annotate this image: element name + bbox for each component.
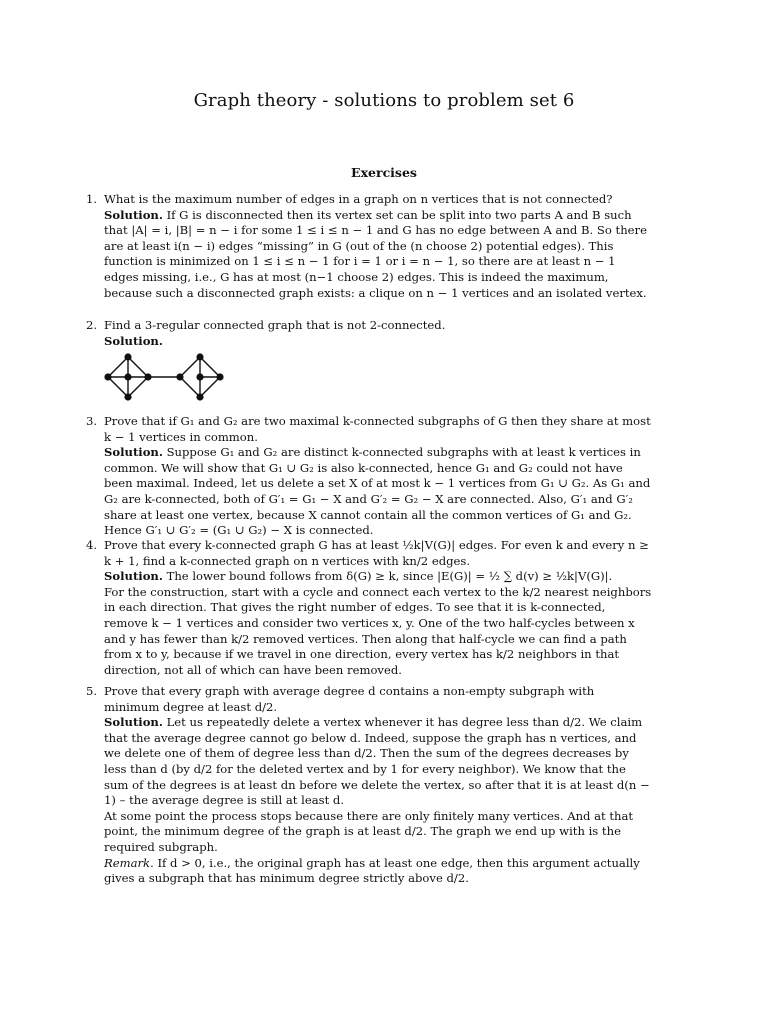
edge [108, 377, 128, 397]
problem-3 [86, 414, 652, 539]
edge [180, 377, 200, 397]
solution-label: Solution. [104, 569, 163, 584]
remark-text: If d > 0, i.e., the original graph has at least one edge, then this argument actually gives a subgraph that has minimum degree strictly above d/2. [104, 855, 640, 886]
problem-5 [86, 684, 652, 887]
problem-question: Prove that if G₁ and G₂ are two maximal k-connected subgraphs of G then they share at most k − 1 vertices in common. [104, 414, 651, 444]
problem-question: Find a 3-regular connected graph that is not 2-connected. [104, 318, 446, 332]
remark-paragraph [104, 856, 652, 887]
problem-solution [104, 208, 652, 302]
problem-1 [86, 192, 652, 301]
edge [108, 357, 128, 377]
problem-solution [104, 445, 652, 539]
vertex [124, 394, 131, 401]
problem-number: 5. [86, 684, 98, 698]
vertex [196, 374, 203, 381]
page-title: Graph theory - solutions to problem set 6 [193, 90, 575, 111]
problem-4 [86, 538, 652, 678]
edge [200, 377, 220, 397]
vertex [196, 354, 203, 361]
problem-number: 2. [86, 318, 98, 332]
edge [180, 357, 200, 377]
problem-2 [86, 318, 652, 405]
vertex [216, 374, 223, 381]
vertex [176, 374, 183, 381]
solution-label: Solution. [104, 715, 163, 730]
solution-text: If G is disconnected then its vertex set can be split into two parts A and B such that |A| = i, |B| = n − i for some 1 ≤ i ≤ n − 1 and G has no edge between A and B. So there are at least i(n − i) edges “missing” in G (out of the (n choose 2) potential edges). This function is minimized on 1 ≤ i ≤ n − 1 for i = 1 or i = n − 1, so there are at least n − 1 edges missing, i.e., G has at most (n−1 choose 2) edges. This is indeed the maximum, because such a disconnected graph exists: a clique on n − 1 vertices and an isolated vertex. [104, 207, 647, 300]
problem-number: 4. [86, 538, 98, 552]
problem-question: Prove that every k-connected graph G has at least ½k|V(G)| edges. For even k and every n ≥ k + 1, find a k-connected graph on n vertices with kn/2 edges. [104, 538, 649, 568]
vertex [196, 394, 203, 401]
section-heading: Exercises [351, 165, 417, 180]
problem-question: What is the maximum number of edges in a graph on n vertices that is not connected? [104, 192, 613, 206]
vertex [124, 374, 131, 381]
problem-solution [104, 715, 652, 809]
edge [128, 357, 148, 377]
construction-text: For the construction, start with a cycle and connect each vertex to the k/2 nearest neighbors in each direction. That gives the right number of edges. To see that it is k-connected, remove k − 1 vertices and consider two vertices x, y. One of the two half-cycles between x and y has fewer than k/2 removed vertices. Then along that half-cycle we can find a path from x to y, because if we travel in one direction, every vertex has k/2 neighbors in that direction, not all of which can have been removed. [104, 584, 652, 677]
graph-figure [104, 353, 244, 405]
solution-text: Suppose G₁ and G₂ are distinct k-connected subgraphs with at least k vertices in common. We will show that G₁ ∪ G₂ is also k-connected, hence G₁ and G₂ could not have been maximal. Indeed, let us delete a set X of at most k − 1 vertices from G₁ ∪ G₂. As G₁ and G₂ are k-connected, both of G′₁ = G₁ − X and G′₂ = G₂ − X are connected. Also, G′₁ and G′₂ share at least one vertex, because X cannot contain all the common vertices of G₁ and G₂. Hence G′₁ ∪ G′₂ = (G₁ ∪ G₂) − X is connected. [104, 445, 651, 538]
problem-number: 3. [86, 414, 98, 428]
problem-solution [104, 569, 652, 585]
problem-number: 1. [86, 192, 98, 206]
edge [200, 357, 220, 377]
solution-label: Solution. [104, 333, 163, 348]
conclusion-text: At some point the process stops because there are only finitely many vertices. And at that point, the minimum degree of the graph is at least d/2. The graph we end up with is the required subgraph. [104, 808, 634, 854]
vertex [104, 374, 111, 381]
vertex [144, 374, 151, 381]
solution-text: Let us repeatedly delete a vertex whenever it has degree less than d/2. We claim that the average degree cannot go below d. Indeed, suppose the graph has n vertices, and we delete one of them of degree less than d/2. Then the sum of the degrees decreases by less than d (by d/2 for the deleted vertex and by 1 for every neighbor). We know that the sum of the degrees is at least dn before we delete the vertex, so after that it is at least d(n − 1) – the average degree is still at least d. [104, 715, 650, 808]
problem-question: Prove that every graph with average degree d contains a non-empty subgraph with minimum degree at least d/2. [104, 684, 595, 714]
remark-label: Remark. [104, 855, 154, 870]
solution-label: Solution. [104, 207, 163, 222]
solution-label: Solution. [104, 445, 163, 460]
solution-text: The lower bound follows from δ(G) ≥ k, since |E(G)| = ½ ∑ d(v) ≥ ½k|V(G)|. [166, 569, 613, 584]
edge [128, 377, 148, 397]
vertex [124, 354, 131, 361]
problem-solution [104, 334, 652, 350]
